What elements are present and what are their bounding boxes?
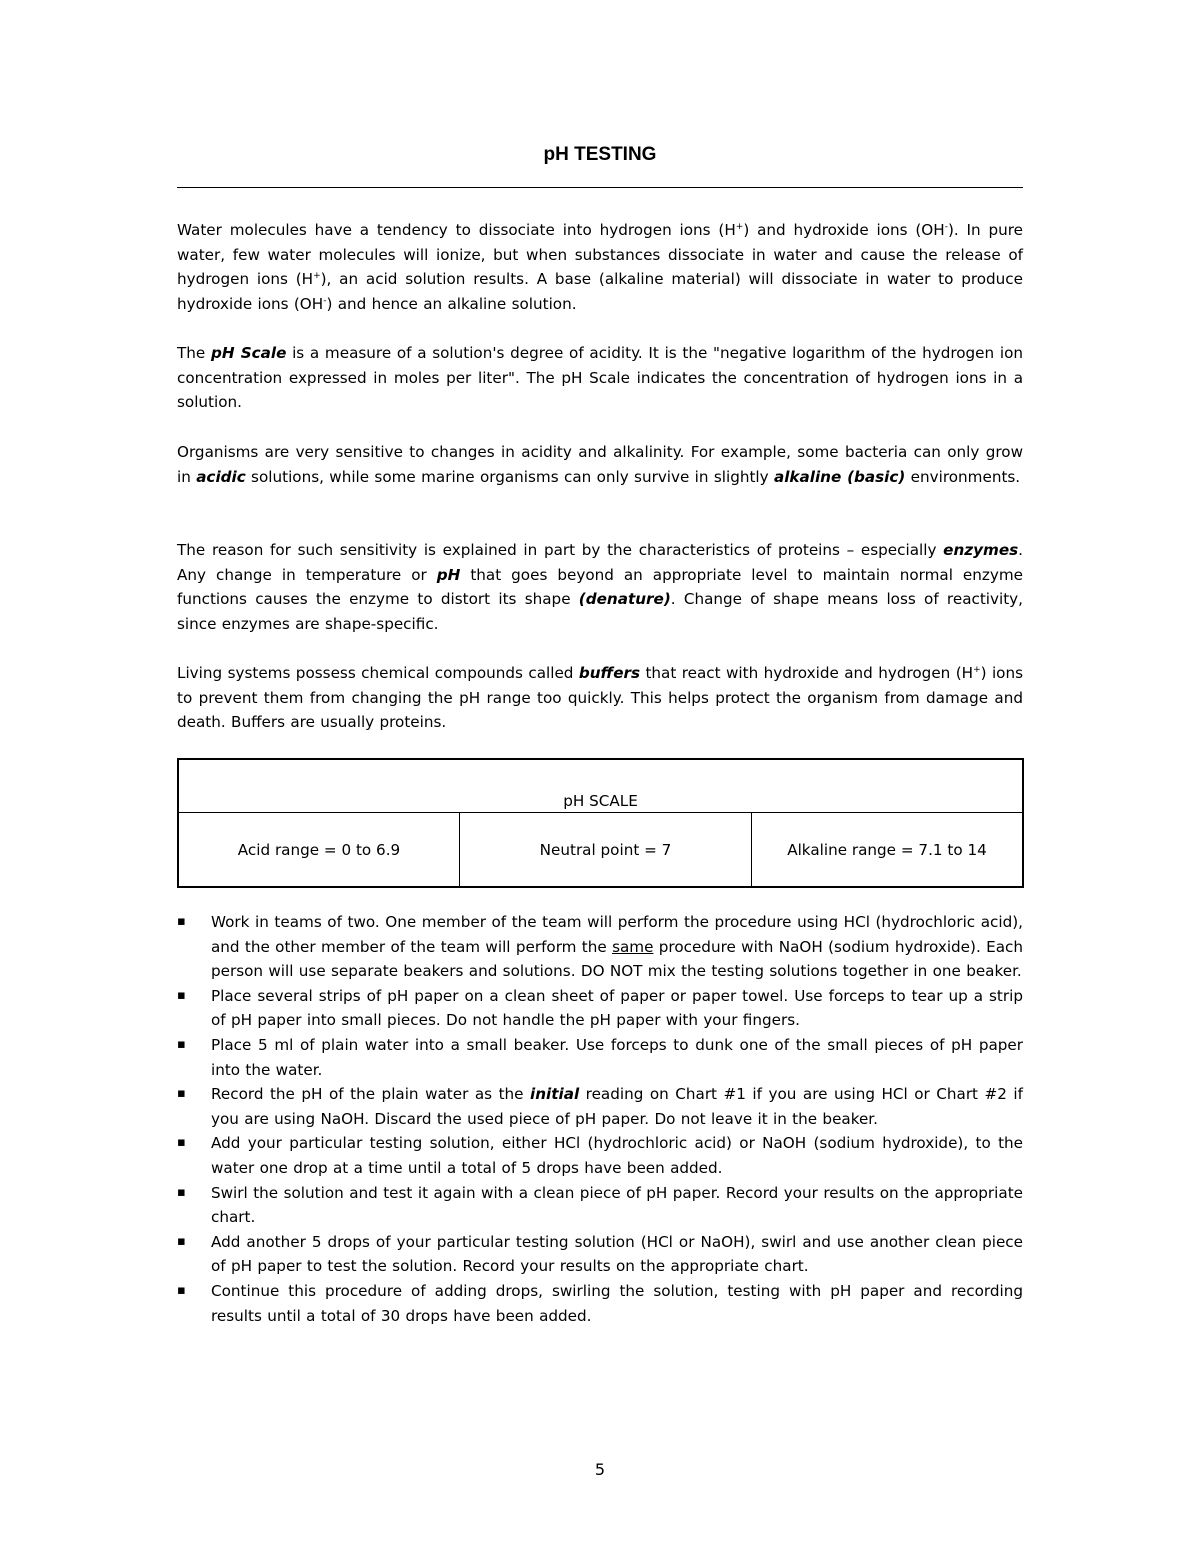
paragraph-buffers: Living systems possess chemical compounds called buffers that react with hydroxide and hydrogen (H+) ions to prevent them from changing the pH range too quickly. This helps protect the organism from damage and death. Buffers are usually proteins. xyxy=(177,664,1024,732)
term-denature: (denature) xyxy=(578,590,671,609)
term-initial: initial xyxy=(530,1085,580,1104)
paragraph-enzymes: The reason for such sensitivity is explained in part by the characteristics of proteins – especially enzymes. Any change in temperature or pH that goes beyond an appropriate level to maintain normal enzyme functions causes the enzyme to distort its shape (denature). Change of shape means loss of reactivity, since enzymes are shape-specific. xyxy=(177,541,1024,633)
title-divider xyxy=(177,187,1023,188)
table-cell-neutral: Neutral point = 7 xyxy=(460,813,752,888)
term-buffers: buffers xyxy=(578,664,641,682)
list-item: ▪ Place several strips of pH paper on a clean sheet of paper or paper towel. Use forceps to tear up a strip of pH paper into small pieces. Do not handle the pH paper with your fingers. xyxy=(177,984,1023,1033)
page-number: 5 xyxy=(594,1460,606,1479)
ph-scale-table xyxy=(177,758,1024,888)
list-item: ▪ Work in teams of two. One member of the team will perform the procedure using HCl (hydrochloric acid), and the other member of the team will perform the same procedure with NaOH (sodium hydroxide). Each person will use separate beakers and solutions. DO NOT mix the testing solutions together in one beaker. xyxy=(177,910,1023,984)
table-cell-acid: Acid range = 0 to 6.9 xyxy=(178,813,460,888)
table-cell-alkaline: Alkaline range = 7.1 to 14 xyxy=(752,813,1024,888)
term-acidic: acidic xyxy=(196,467,246,486)
page-title: pH TESTING xyxy=(543,144,657,165)
table-header: pH SCALE xyxy=(178,759,1023,813)
paragraph-ph-scale: The pH Scale is a measure of a solution's degree of acidity. It is the "negative logarithm of the hydrogen ion concentration expressed in moles per liter". The pH Scale indicates the concentration of hydrogen ions in a solution. xyxy=(177,344,1023,412)
term-enzymes: enzymes xyxy=(943,541,1019,559)
list-item: ▪ Swirl the solution and test it again with a clean piece of pH paper. Record your results on the appropriate chart. xyxy=(177,1181,1023,1230)
list-item: ▪ Record the pH of the plain water as the initial reading on Chart #1 if you are using HCl or Chart #2 if you are using NaOH. Discard the used piece of pH paper. Do not leave it in the beaker. xyxy=(177,1082,1023,1131)
term-ph-scale: pH Scale xyxy=(210,344,287,362)
list-item: ▪ Place 5 ml of plain water into a small beaker. Use forceps to dunk one of the small pieces of pH paper into the water. xyxy=(177,1033,1023,1082)
list-item: ▪ Add another 5 drops of your particular testing solution (HCl or NaOH), swirl and use another clean piece of pH paper to test the solution. Record your results on the appropriate chart. xyxy=(177,1230,1023,1279)
list-item: ▪ Continue this procedure of adding drops, swirling the solution, testing with pH paper and recording results until a total of 30 drops have been added. xyxy=(177,1279,1023,1328)
term-ph: pH xyxy=(436,565,461,584)
paragraph-organisms: Organisms are very sensitive to changes in acidity and alkalinity. For example, some bacteria can only grow in acidic solutions, while some marine organisms can only survive in slightly alkaline (basic) environments. xyxy=(177,443,1023,486)
procedure-list xyxy=(177,910,1023,1328)
list-item: ▪ Add your particular testing solution, either HCl (hydrochloric acid) or NaOH (sodium hydroxide), to the water one drop at a time until a total of 5 drops have been added. xyxy=(177,1131,1023,1180)
term-alkaline: alkaline (basic) xyxy=(773,467,906,486)
paragraph-dissociation: Water molecules have a tendency to dissociate into hydrogen ions (H+) and hydroxide ions (OH-). In pure water, few water molecules will ionize, but when substances dissociate in water and cause the release of hydrogen ions (H+), an acid solution results. A base (alkaline material) will dissociate in water to produce hydroxide ions (OH-) and hence an alkaline solution. xyxy=(177,221,1023,313)
